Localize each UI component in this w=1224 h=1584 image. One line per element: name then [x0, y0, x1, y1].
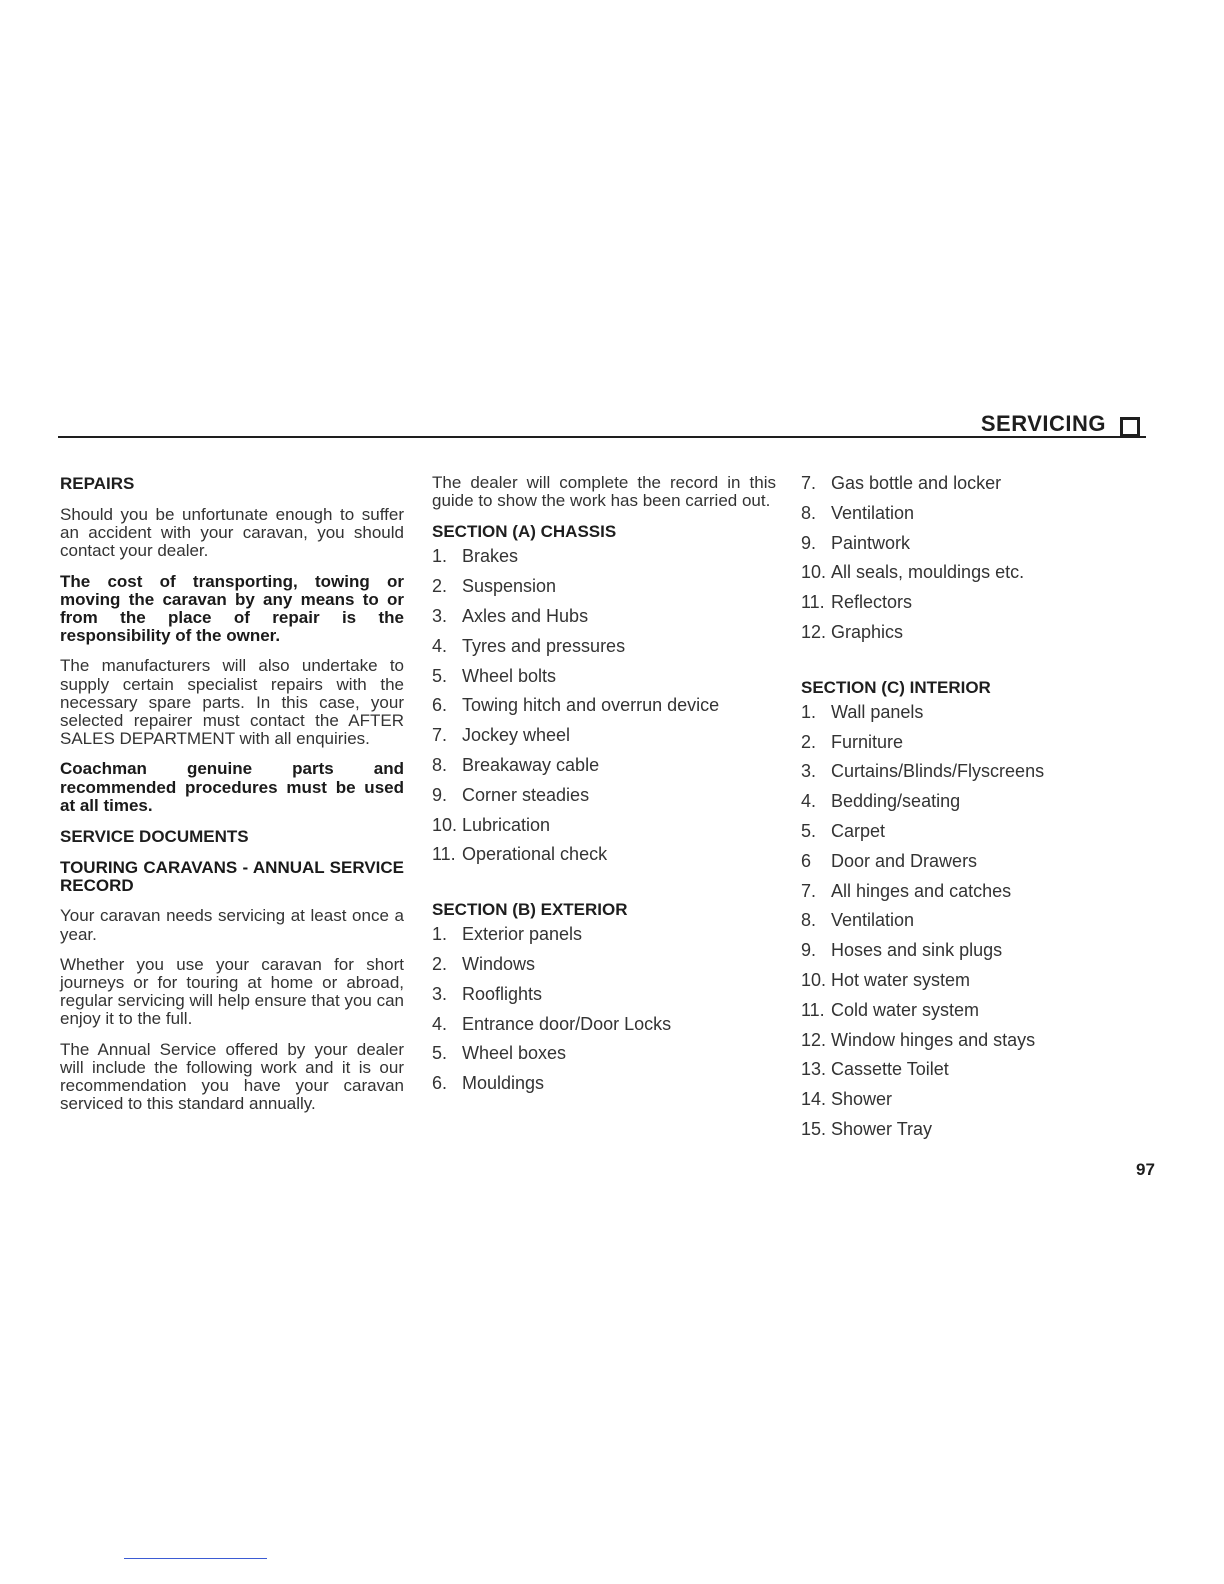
- list-item-label: Hoses and sink plugs: [831, 940, 1003, 961]
- list-item: [801, 529, 1101, 559]
- list-item: [801, 558, 1101, 588]
- list-item-number: 7.: [432, 725, 448, 746]
- divider-line: [124, 1558, 267, 1559]
- list-item-number: 14.: [801, 1089, 827, 1110]
- header-divider: [58, 436, 1146, 438]
- list-item-number: 15.: [801, 1118, 827, 1139]
- list-item: [432, 542, 776, 572]
- list-item-number: 12.: [801, 621, 827, 642]
- list-item-label: Cassette Toilet: [831, 1059, 949, 1080]
- column-chassis-exterior: [432, 474, 776, 1099]
- list-item-number: 8.: [432, 754, 448, 775]
- list-item: [432, 662, 776, 692]
- section-a-list: [432, 542, 776, 870]
- list-item: [432, 840, 776, 870]
- list-item-number: 3.: [432, 606, 448, 626]
- paragraph: Your caravan needs servicing at least once a year.: [60, 906, 404, 944]
- list-item: [432, 751, 776, 781]
- list-item-label: Wheel bolts: [462, 665, 557, 686]
- list-item-label: Hot water system: [831, 969, 971, 990]
- list-item-label: Wall panels: [831, 701, 924, 722]
- list-item-label: Furniture: [831, 731, 904, 752]
- list-item-number: 9.: [801, 940, 817, 961]
- list-item: [801, 1085, 1101, 1115]
- paragraph-bold: Coachman genuine parts and recommended procedures must be used at all times.: [60, 759, 404, 815]
- list-item: [801, 847, 1101, 877]
- section-b-continued-list: [801, 469, 1101, 648]
- list-item-label: Exterior panels: [462, 924, 583, 945]
- list-item: [432, 721, 776, 751]
- list-item-label: Graphics: [831, 621, 904, 642]
- repairs-heading: REPAIRS: [60, 474, 135, 493]
- service-documents-heading: SERVICE DOCUMENTS: [60, 827, 249, 847]
- list-item: [801, 817, 1101, 847]
- checkbox-square-icon: [1120, 417, 1140, 437]
- list-item-label: Operational check: [462, 844, 608, 865]
- list-item: [801, 936, 1101, 966]
- list-item: [432, 691, 776, 721]
- list-item-label: Lubrication: [462, 814, 551, 835]
- list-item-number: 10.: [801, 562, 827, 583]
- list-item-label: Windows: [462, 953, 536, 974]
- list-item-label: Shower: [831, 1089, 893, 1110]
- list-item-label: Cold water system: [831, 999, 980, 1020]
- list-item-number: 8.: [801, 502, 817, 523]
- list-item-number: 7.: [801, 473, 817, 493]
- paragraph: Should you be unfortunate enough to suffer an accident with your caravan, you should contact your dealer.: [60, 505, 404, 561]
- list-item: [432, 632, 776, 662]
- list-item-label: Jockey wheel: [462, 725, 571, 746]
- list-item-label: Curtains/Blinds/Flyscreens: [831, 761, 1045, 782]
- list-item-label: Paintwork: [831, 532, 911, 553]
- list-item-number: 10.: [801, 969, 827, 990]
- list-item-number: 1.: [432, 924, 448, 945]
- list-item-label: Ventilation: [831, 910, 915, 931]
- list-item-label: Suspension: [462, 576, 557, 597]
- list-item: [801, 1026, 1101, 1056]
- list-item-number: 6.: [432, 695, 448, 716]
- column-exterior-interior: [801, 474, 1101, 1145]
- list-item-number: 4.: [801, 791, 817, 812]
- paragraph: The manufacturers will also undertake to supply certain specialist repairs with the necessary spare parts. In this case, your selected repairer must contact the AFTER SALES DEPARTMENT with all enquiries.: [60, 656, 404, 749]
- list-item-number: 10.: [432, 814, 458, 835]
- list-item-number: 11.: [801, 592, 825, 613]
- list-item-number: 6.: [432, 1073, 448, 1094]
- list-item: [801, 787, 1101, 817]
- list-item-number: 2.: [801, 731, 817, 752]
- column-repairs: [60, 474, 404, 1113]
- list-item-number: 7.: [801, 880, 817, 901]
- section-title: SERVICING: [980, 411, 1106, 436]
- list-item: [801, 966, 1101, 996]
- section-a-heading: SECTION (A) CHASSIS: [432, 522, 617, 542]
- list-item-label: Tyres and pressures: [462, 635, 626, 656]
- list-item-label: Carpet: [831, 820, 886, 841]
- list-item-number: 4.: [432, 635, 448, 656]
- paragraph: The Annual Service offered by your dealer will include the following work and it is our recommendation you have your caravan serviced to this standard annually.: [60, 1039, 404, 1114]
- list-item-number: 2.: [432, 576, 448, 597]
- list-item-number: 11.: [801, 999, 825, 1020]
- page-number: 97: [1136, 1160, 1155, 1179]
- list-item: [432, 1010, 776, 1040]
- list-item-number: 2.: [432, 953, 448, 974]
- list-item-label: Entrance door/Door Locks: [462, 1013, 672, 1034]
- list-item: [801, 1115, 1101, 1145]
- list-item: [801, 728, 1101, 758]
- list-item-number: 9.: [432, 784, 448, 805]
- list-item: [801, 588, 1101, 618]
- list-item-label: Breakaway cable: [462, 754, 600, 775]
- list-item-number: 13.: [801, 1059, 827, 1080]
- list-item-label: Ventilation: [831, 502, 915, 523]
- paragraph: Whether you use your caravan for short journeys or for touring at home or abroad, regular servicing will help ensure that you can enjoy it to the full.: [60, 954, 404, 1029]
- list-item-label: Axles and Hubs: [462, 606, 589, 626]
- list-item: [801, 469, 1101, 499]
- list-item-label: Brakes: [462, 546, 519, 567]
- list-item: [801, 906, 1101, 936]
- list-item: [432, 602, 776, 632]
- list-item-number: 9.: [801, 532, 817, 553]
- list-item-label: Window hinges and stays: [831, 1029, 1036, 1050]
- list-item: [801, 499, 1101, 529]
- list-item-label: All hinges and catches: [831, 880, 1012, 901]
- list-item-label: Corner steadies: [462, 784, 590, 805]
- list-item: [801, 757, 1101, 787]
- list-item-number: 1.: [432, 546, 448, 567]
- list-item-label: Rooflights: [462, 983, 543, 1004]
- list-item-label: Bedding/seating: [831, 791, 961, 812]
- list-item-number: 1.: [801, 701, 817, 722]
- section-b-list: [432, 920, 776, 1099]
- list-item: [432, 950, 776, 980]
- touring-caravans-heading: TOURING CARAVANS - ANNUAL SERVICE RECORD: [60, 858, 404, 896]
- list-item-label: Door and Drawers: [831, 850, 978, 871]
- list-item: [801, 877, 1101, 907]
- list-item-number: 3.: [801, 761, 817, 782]
- list-item-label: Reflectors: [831, 592, 913, 613]
- intro-paragraph: The dealer will complete the record in this guide to show the work has been carried out.: [432, 473, 776, 511]
- list-item: [801, 618, 1101, 648]
- list-item: [432, 1069, 776, 1099]
- paragraph-bold: The cost of transporting, towing or moving the caravan by any means to or from the place of repair is the responsibility of the owner.: [60, 571, 404, 646]
- list-item: [432, 811, 776, 841]
- list-item: [801, 1055, 1101, 1085]
- list-item: [432, 781, 776, 811]
- list-item-number: 5.: [432, 1043, 448, 1064]
- section-b-heading: SECTION (B) EXTERIOR: [432, 900, 628, 920]
- list-item-number: 5.: [801, 820, 817, 841]
- list-item-label: Shower Tray: [831, 1118, 933, 1139]
- section-c-heading: SECTION (C) INTERIOR: [801, 677, 991, 697]
- list-item-label: All seals, mouldings etc.: [831, 562, 1025, 583]
- list-item-number: 12.: [801, 1029, 827, 1050]
- list-item-number: 11.: [432, 844, 456, 865]
- list-item-number: 8.: [801, 910, 817, 931]
- list-item: [432, 1039, 776, 1069]
- list-item: [801, 996, 1101, 1026]
- list-item: [801, 698, 1101, 728]
- list-item-label: Towing hitch and overrun device: [462, 695, 720, 716]
- list-item-label: Mouldings: [462, 1073, 545, 1094]
- list-item: [432, 920, 776, 950]
- list-item: [432, 980, 776, 1010]
- list-item-number: 6: [801, 850, 812, 871]
- list-item-number: 4.: [432, 1013, 448, 1034]
- section-c-list: [801, 698, 1101, 1145]
- list-item-number: 3.: [432, 983, 448, 1004]
- list-item-number: 5.: [432, 665, 448, 686]
- list-item-label: Gas bottle and locker: [831, 473, 1002, 493]
- list-item-label: Wheel boxes: [462, 1043, 567, 1064]
- list-item: [432, 572, 776, 602]
